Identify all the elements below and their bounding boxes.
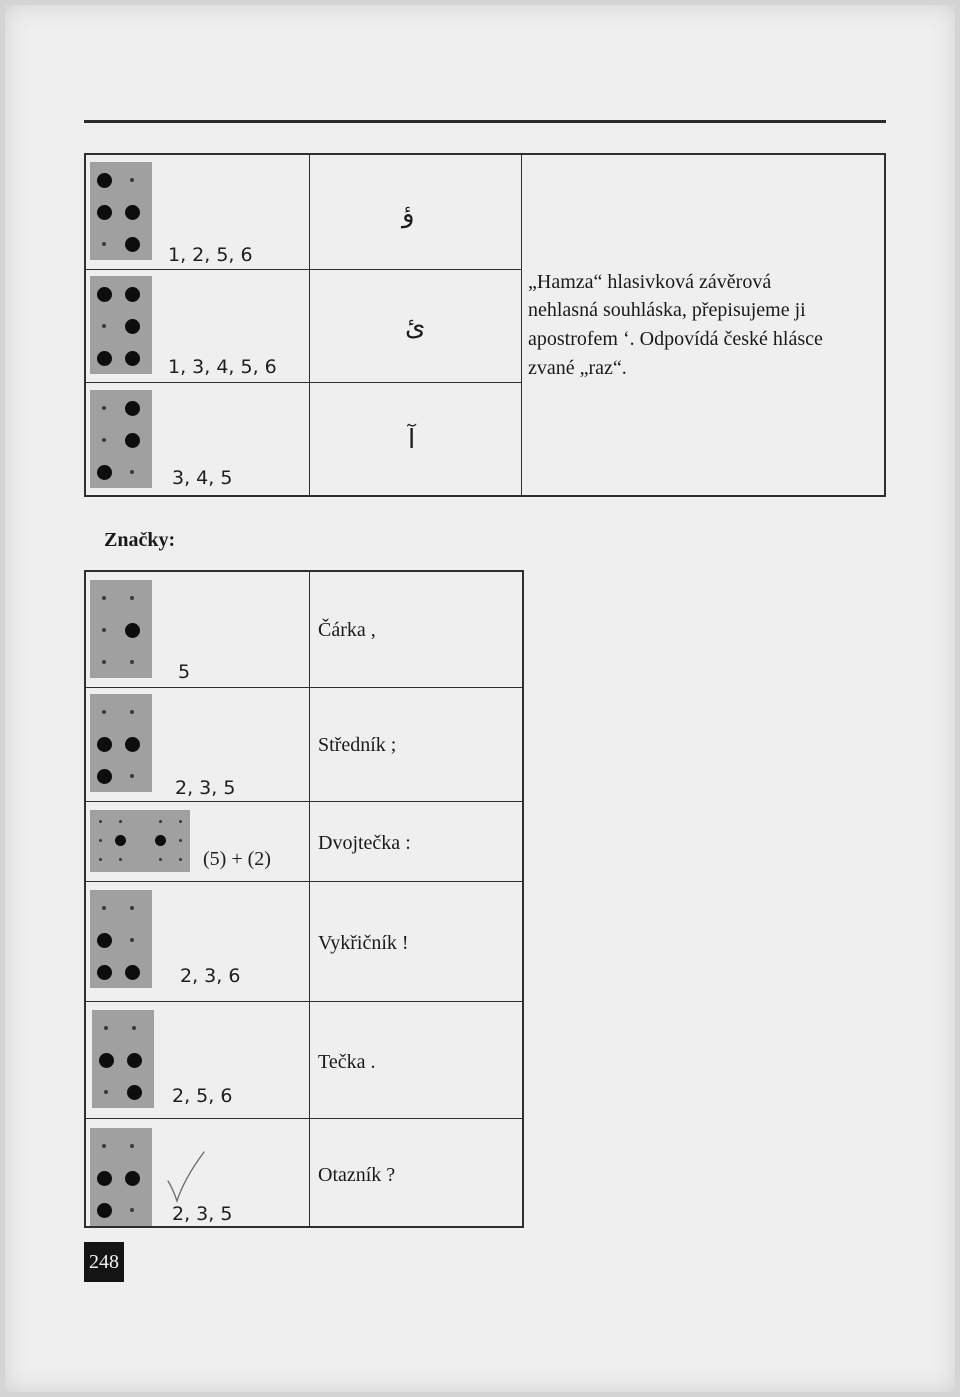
braille-dot-raised [99,1053,114,1068]
braille-dot-flat [102,242,106,246]
mark-name-cell [310,882,522,1002]
braille-cell [90,810,130,872]
braille-dot-flat [159,820,162,823]
braille-dot-raised [125,965,140,980]
braille-dot-raised [125,623,140,638]
letter-cell [310,383,522,495]
dots-label: 2, 3, 6 [180,965,241,987]
braille-sign [90,810,190,872]
braille-dot-raised [125,1171,140,1186]
arabic-letter: ئ [405,312,426,342]
mark-name: Vykřičník ! [318,932,409,954]
braille-cell-container [86,688,310,802]
letter-cell [310,270,522,383]
punctuation-table [84,570,524,1228]
dots-label: 1, 3, 4, 5, 6 [168,356,277,378]
braille-dot-raised [127,1053,142,1068]
braille-dot-raised [115,835,126,846]
letter-cell [310,155,522,270]
braille-cell [90,580,146,678]
braille-dot-flat [130,1208,134,1212]
braille-dot-flat [130,1144,134,1148]
braille-dot-flat [104,1090,108,1094]
dots-label: 5 [178,661,191,683]
braille-cell [90,890,146,988]
braille-dot-flat [130,938,134,942]
braille-dot-flat [119,820,122,823]
braille-dot-raised [97,1203,112,1218]
braille-cell-container [86,572,310,688]
hamza-letters-table [84,153,886,497]
braille-dot-flat [102,710,106,714]
page-number: 248 [84,1242,124,1282]
braille-sign [90,580,152,678]
braille-dot-raised [125,737,140,752]
braille-cell-container [86,1002,310,1119]
braille-dot-raised [125,433,140,448]
braille-cell [90,162,146,260]
braille-cell [92,1010,148,1108]
braille-sign [92,1010,154,1108]
braille-dot-flat [130,906,134,910]
mark-name: Otazník ? [318,1164,396,1186]
braille-dot-flat [130,710,134,714]
braille-dot-flat [102,596,106,600]
braille-sign [90,694,152,792]
braille-cell-container [86,1119,310,1226]
braille-cell [90,694,146,792]
arabic-letter: ؤ [402,199,415,229]
braille-dot-raised [97,465,112,480]
note-line: nehlasná souhláska, přepisujeme ji [528,299,806,322]
mark-name-cell [310,572,522,688]
braille-dot-flat [104,1026,108,1030]
braille-cell-container [86,383,310,495]
hamza-note [522,155,884,495]
braille-cell-container [86,270,310,383]
braille-cell-container [86,882,310,1002]
braille-dot-flat [102,660,106,664]
braille-dot-raised [97,351,112,366]
mark-name: Dvojtečka : [318,832,411,854]
mark-name: Středník ; [318,734,397,756]
braille-dot-flat [159,858,162,861]
braille-dot-raised [125,351,140,366]
braille-dot-raised [127,1085,142,1100]
braille-sign [90,390,152,488]
note-line: „Hamza“ hlasivková závěrová [528,270,772,293]
braille-dot-flat [102,628,106,632]
braille-dot-flat [130,596,134,600]
braille-dot-flat [130,774,134,778]
braille-dot-flat [132,1026,136,1030]
braille-dot-raised [97,287,112,302]
dots-label: 3, 4, 5 [172,467,233,489]
braille-dot-raised [125,205,140,220]
braille-dot-raised [97,769,112,784]
braille-dot-flat [99,839,102,842]
braille-cell [90,276,146,374]
braille-cell-container [86,802,310,882]
braille-dot-flat [179,820,182,823]
dots-label: 1, 2, 5, 6 [168,244,253,266]
braille-dot-flat [179,858,182,861]
braille-dot-flat [130,178,134,182]
braille-cell [150,810,190,872]
braille-dot-raised [125,287,140,302]
note-line: zvané „raz“. [528,356,627,379]
braille-cell [90,390,146,488]
braille-dot-raised [97,965,112,980]
mark-name-cell [310,688,522,802]
braille-dot-flat [99,858,102,861]
arabic-letter: آ [408,425,416,455]
braille-sign [90,276,152,374]
braille-dot-flat [119,858,122,861]
braille-dot-flat [102,1144,106,1148]
mark-name-cell [310,802,522,882]
braille-dot-raised [97,933,112,948]
header-rule [84,120,886,123]
braille-dot-flat [102,406,106,410]
dots-label: 2, 5, 6 [172,1085,233,1107]
braille-dot-flat [130,660,134,664]
braille-dot-raised [125,319,140,334]
braille-dot-flat [130,470,134,474]
braille-dot-raised [97,737,112,752]
dots-label: 2, 3, 5 [175,777,236,799]
braille-dot-flat [102,324,106,328]
dots-label: (5) + (2) [203,848,271,870]
note-line: apostrofem ‘. Odpovídá české hlásce [528,328,823,350]
braille-dot-flat [179,839,182,842]
braille-dot-raised [125,401,140,416]
mark-name-cell [310,1002,522,1119]
braille-cell [90,1128,146,1226]
braille-dot-flat [102,438,106,442]
braille-dot-flat [102,906,106,910]
braille-dot-flat [99,820,102,823]
braille-cell-container [86,155,310,270]
braille-dot-raised [97,1171,112,1186]
marks-heading: Značky: [104,529,176,551]
braille-dot-raised [125,237,140,252]
dots-label: 2, 3, 5 [172,1203,233,1225]
braille-sign [90,1128,152,1226]
braille-sign [90,890,152,988]
braille-dot-raised [97,205,112,220]
mark-name: Tečka . [318,1051,376,1073]
mark-name-cell [310,1119,522,1226]
braille-dot-raised [97,173,112,188]
braille-dot-raised [155,835,166,846]
mark-name: Čárka , [318,619,376,641]
handwritten-check-mark [164,1149,208,1205]
braille-sign [90,162,152,260]
